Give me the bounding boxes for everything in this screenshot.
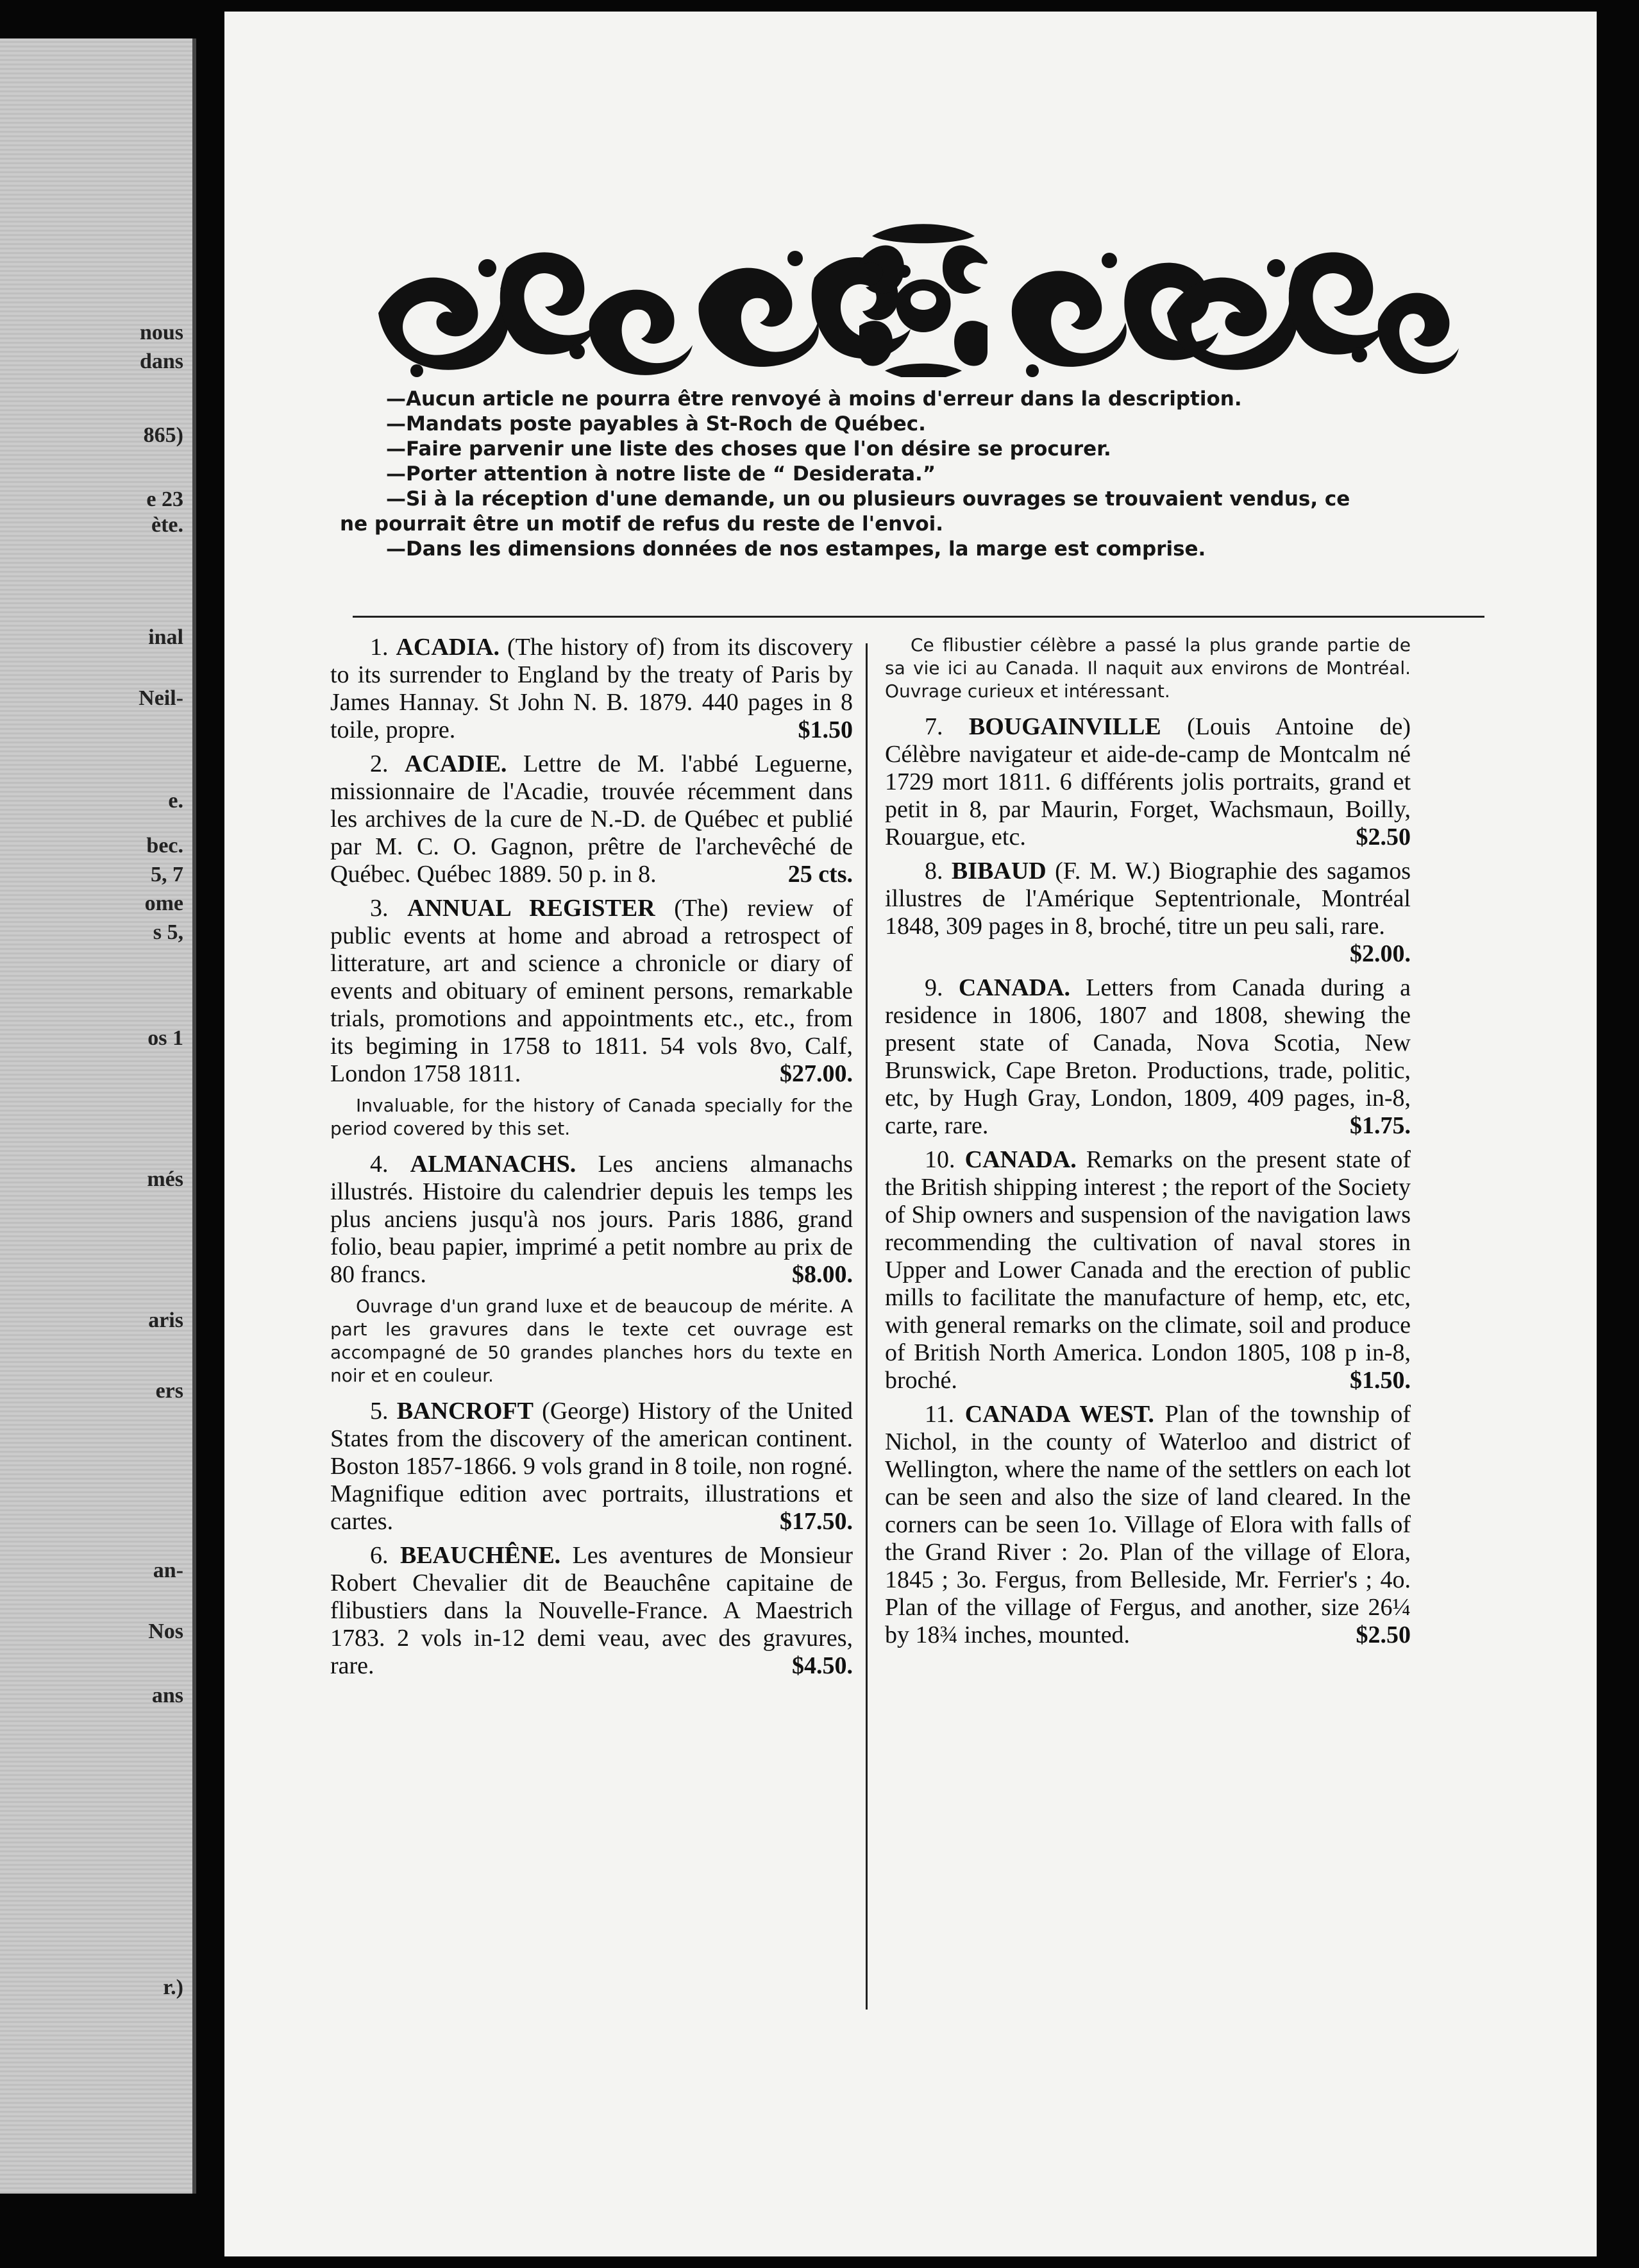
previous-page-fragment: més xyxy=(147,1167,183,1191)
notice-line: —Mandats poste payables à St-Roch de Québec. xyxy=(386,412,926,436)
entry-body: Lettre de M. l'abbé Leguerne, missionnaire de l'Acadie, trouvée récemment dans les archives de la cure de N.-D. de Québec et publié par M. C. O. Gagnon, prêtre de l'archevêché de Québec. Québec 1889. 50 p. in 8. xyxy=(330,750,853,888)
notice-line: —Aucun article ne pourra être renvoyé à moins d'erreur dans la description. xyxy=(386,387,1242,410)
entry-title: CANADA. xyxy=(958,974,1070,1001)
entry-body: Letters from Canada during a residence in 1806, 1807 and 1808, shewing the present state of Canada, Nova Scotia, New Brunswick, Cape Breton. Productions, trade, politic, etc, by Hugh Gray, London, 1809, 409 pages, in-8, carte, rare. xyxy=(885,974,1411,1139)
entry-body: (Louis Antoine de) Célèbre navigateur et aide-de-camp de Montcalm né 1729 mort 1811. 6 différents jolis portraits, grand et petit in 8, par Maurin, Forget, Wachsmaun, Boilly, Rouargue, etc. xyxy=(885,713,1411,851)
entry-title: BEAUCHÊNE. xyxy=(399,1542,561,1569)
previous-page-fragment: r.) xyxy=(163,1976,183,1999)
notice-line: —Faire parvenir une liste des choses que l'on désire se procurer. xyxy=(386,437,1111,461)
entry-title: BANCROFT xyxy=(396,1398,534,1425)
entry-body: (The) review of public events at home and abroad a retrospect of litterature, art and science a chronicle or diary of events and obituary of eminent persons, remarkable trials, promotions and appointments etc., etc., from its begiming in 1758 to 1811. 54 vols 8vo, Calf, London 1758 1811. xyxy=(330,895,853,1087)
entry-price: $2.50 xyxy=(1356,824,1411,851)
entry-body: Les aventures de Monsieur Robert Chevalier dit de Beauchêne capitaine de flibustiers dans la Nouvelle-France. A Maestrich 1783. 2 vols in-12 demi veau, avec des gravures, rare. xyxy=(330,1542,853,1679)
entry-price: $1.75. xyxy=(1350,1112,1411,1139)
previous-page-fragment: bec. xyxy=(146,834,183,858)
entry-title: ACADIE. xyxy=(405,750,507,777)
catalogue-page xyxy=(224,12,1597,2256)
catalogue-entry xyxy=(885,974,1411,1140)
previous-page-fragment: 865) xyxy=(143,423,183,447)
notice-line: —Dans les dimensions données de nos estampes, la marge est comprise. xyxy=(386,537,1206,561)
right-column xyxy=(885,634,1411,1655)
entry-number: 6. xyxy=(370,1542,389,1569)
entry-number: 7. xyxy=(925,713,943,740)
entry-price: $4.50. xyxy=(792,1652,853,1679)
previous-page-fragment: os 1 xyxy=(147,1026,183,1050)
previous-page-fragment: ome xyxy=(144,892,183,915)
notice-line: ne pourrait être un motif de refus du reste de l'envoi. xyxy=(340,512,944,536)
entry-number: 4. xyxy=(370,1151,389,1178)
previous-page-fragment: an- xyxy=(153,1559,183,1582)
catalogue-entry xyxy=(330,1542,853,1680)
entry-title: BIBAUD xyxy=(951,858,1046,884)
catalogue-entry xyxy=(330,750,853,888)
entry-body: (F. M. W.) Biographie des sagamos illustres de l'Amérique Septentrionale, Montréal 1848, 309 pages in 8, broché, titre un peu sali, rare. xyxy=(885,858,1411,940)
entry-note: Ouvrage d'un grand luxe et de beaucoup de mérite. A part les gravures dans le texte cet ouvrage est accompagné de 50 grandes planches hors du texte en noir et en couleur. xyxy=(330,1296,853,1386)
entry-title: ANNUAL REGISTER xyxy=(407,895,655,922)
entry-number: 5. xyxy=(370,1398,389,1425)
previous-page-fragment: nous xyxy=(139,321,183,344)
entry-note: Ce flibustier célèbre a passé la plus grande partie de sa vie ici au Canada. Il naquit aux environs de Montréal. Ouvrage curieux et intéressant. xyxy=(885,634,1411,702)
entry-price: $1.50 xyxy=(798,716,853,743)
previous-page-fragment: ète. xyxy=(151,513,183,537)
previous-page-fragment: dans xyxy=(139,350,183,373)
notice-line: —Porter attention à notre liste de “ Desiderata.” xyxy=(386,462,936,486)
entry-number: 3. xyxy=(370,895,389,922)
previous-page-fragment: e 23 xyxy=(146,487,183,511)
entry-title: BOUGAINVILLE xyxy=(968,713,1161,740)
entry-title: CANADA. xyxy=(964,1146,1077,1173)
catalogue-entry xyxy=(330,634,853,744)
catalogue-entry xyxy=(330,1151,853,1289)
entry-note: Invaluable, for the history of Canada specially for the period covered by this set. xyxy=(330,1095,853,1139)
entry-body: Remarks on the present state of the British shipping interest ; the report of the Society of Ship owners and suspension of the navigation laws recommending the cultivation of naval stores in Upper and Lower Canada and the erection of public mills to facilitate the manufacture of hemp, etc, etc, with general remarks on the climate, soil and produce of British North America. London 1805, 108 p in-8, broché. xyxy=(885,1146,1411,1394)
entry-number: 9. xyxy=(925,974,943,1001)
entry-body: Plan of the township of Nichol, in the county of Waterloo and district of Wellington, where the name of the settlers on each lot can be seen and also the size of land cleared. In the corners can be seen 1o. Village of Elora with falls of the Grand River : 2o. Plan of the village of Elora, 1845 ; 3o. Fergus, from Belleside, Mr. Ferrier's ; 4o. Plan of the village of Fergus, and another, size 26¼ by 18¾ inches, mounted. xyxy=(885,1401,1411,1648)
entry-body: Les anciens almanachs illustrés. Histoire du calendrier depuis les temps les plus anciens jusqu'à nos jours. Paris 1886, grand folio, beau papier, imprimé a petit nombre au prix de 80 francs. xyxy=(330,1151,853,1288)
entry-number: 8. xyxy=(925,858,943,884)
notices xyxy=(340,387,1488,562)
catalogue-entry xyxy=(885,858,1411,968)
catalogue-entry xyxy=(885,1146,1411,1394)
entry-price: $8.00. xyxy=(792,1261,853,1288)
entry-body: (George) History of the United States from the discovery of the american continent. Boston 1857-1866. 9 vols grand in 8 toile, non rogné. Magnifique edition avec portraits, illustrations et cartes. xyxy=(330,1398,853,1535)
entry-title: ALMANACHS. xyxy=(410,1151,576,1178)
entry-price: $27.00. xyxy=(780,1060,853,1087)
entry-number: 10. xyxy=(925,1146,955,1173)
previous-page-fragment: ers xyxy=(155,1379,183,1403)
entry-title: ACADIA. xyxy=(396,634,500,661)
previous-page-fragment: s 5, xyxy=(153,920,183,944)
column-divider xyxy=(866,643,868,2010)
entry-price: $1.50. xyxy=(1350,1367,1411,1394)
previous-page-fragment: 5, 7 xyxy=(151,863,183,886)
previous-page-fragment: Nos xyxy=(148,1620,183,1643)
previous-page-fragment: Neil- xyxy=(139,686,183,710)
entry-number: 11. xyxy=(925,1401,955,1428)
catalogue-entry xyxy=(885,713,1411,851)
previous-page-fragment: ans xyxy=(151,1684,183,1707)
previous-page-fragment: e. xyxy=(168,789,183,813)
previous-page-fragment: aris xyxy=(148,1308,183,1332)
previous-page-fragment: inal xyxy=(148,625,183,649)
notice-line: —Si à la réception d'une demande, un ou plusieurs ouvrages se trouvaient vendus, ce xyxy=(386,487,1350,511)
catalogue-entry xyxy=(330,1398,853,1536)
ornamental-header-icon xyxy=(366,217,1475,377)
scroll-ornament-right xyxy=(1167,252,1459,374)
catalogue-entry xyxy=(330,895,853,1088)
horizontal-divider xyxy=(353,616,1484,618)
entry-price: $2.50 xyxy=(1356,1621,1411,1648)
entry-title: CANADA WEST. xyxy=(964,1401,1154,1428)
entry-number: 1. xyxy=(370,634,389,661)
entry-price: 25 cts. xyxy=(787,861,853,888)
left-column xyxy=(330,634,853,1686)
entry-price: $17.50. xyxy=(780,1508,853,1535)
catalogue-entry xyxy=(885,1401,1411,1649)
scroll-ornament-left xyxy=(378,252,693,377)
entry-number: 2. xyxy=(370,750,389,777)
previous-page-edge xyxy=(0,38,196,2194)
entry-body: (The history of) from its discovery to its surrender to England by the treaty of Paris by James Hannay. St John N. B. 1879. 440 pages in 8 toile, propre. xyxy=(330,634,853,743)
entry-price: $2.00. xyxy=(1350,940,1411,967)
